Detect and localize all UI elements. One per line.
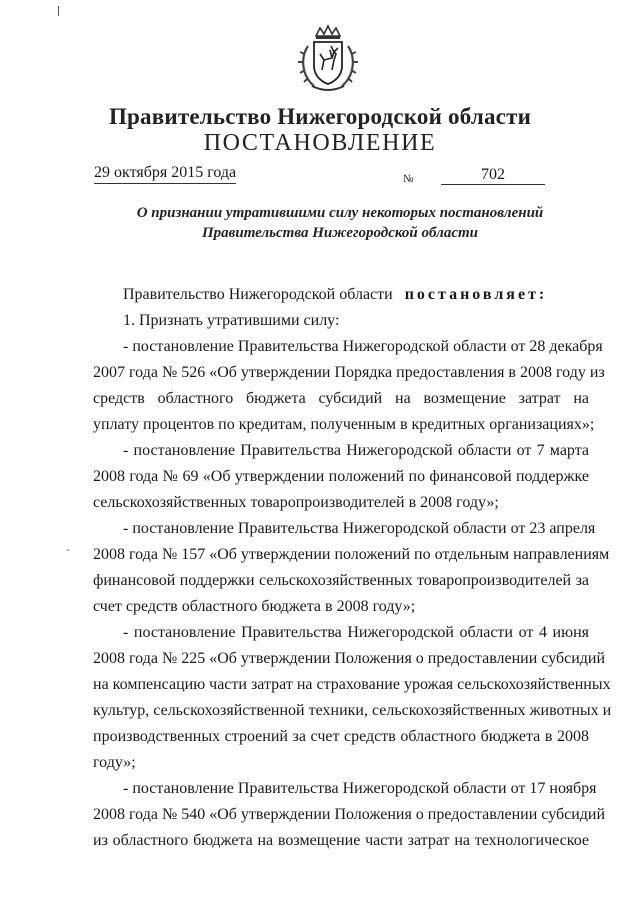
- intro-text: Правительство Нижегородской области: [123, 286, 393, 303]
- body-line: - постановление Правительства Нижегородской области от 4 июня: [123, 624, 589, 641]
- body-line: на компенсацию части затрат на страхование урожая сельскохозяйственных: [93, 676, 611, 693]
- body-line: 2008 года № 540 «Об утверждении Положения о предоставлении субсидий: [93, 806, 606, 823]
- body-line: - постановление Правительства Нижегородской области от 17 ноября: [123, 780, 597, 797]
- body-line: уплату процентов по кредитам, полученным в кредитных организациях»;: [93, 416, 595, 433]
- body-line: 2008 года № 69 «Об утверждении положений по финансовой поддержке: [93, 468, 589, 485]
- subject-line: О признании утратившими силу некоторых постановлений: [136, 205, 544, 221]
- document-type: ПОСТАНОВЛЕНИЕ: [203, 130, 437, 156]
- intro-line: [123, 282, 589, 308]
- body-line: сельскохозяйственных товаропроизводителей в 2008 году»;: [93, 494, 499, 511]
- document-date: 29 октября 2015 года: [94, 164, 236, 184]
- body-line: из областного бюджета на возмещение части затрат на технологическое: [93, 832, 589, 849]
- body-line: - постановление Правительства Нижегородской области от 7 марта: [123, 442, 589, 459]
- body-line: году»;: [93, 754, 136, 771]
- body-line: 2007 года № 526 «Об утверждении Порядка предоставления в 2008 году из: [93, 364, 605, 381]
- document-number: 702: [441, 166, 545, 185]
- margin-mark: ˆ: [66, 548, 70, 560]
- body-line: - постановление Правительства Нижегородской области от 28 декабря: [123, 338, 603, 355]
- body-line: культур, сельскохозяйственной техники, сельскохозяйственных животных и: [93, 702, 612, 719]
- body-line: 2008 года № 225 «Об утверждении Положения о предоставлении субсидий: [93, 650, 606, 667]
- item-heading: 1. Признать утратившими силу:: [123, 312, 340, 329]
- government-title: Правительство Нижегородской области: [108, 104, 532, 129]
- body-line: средств областного бюджета субсидий на возмещение затрат на: [93, 390, 589, 407]
- intro-resolves: постановляет:: [404, 286, 548, 303]
- body-line: счет средств областного бюджета в 2008 году»;: [93, 598, 416, 615]
- body-line: финансовой поддержки сельскохозяйственных товаропроизводителей за: [93, 572, 589, 589]
- body-line: производственных строений за счет средств областного бюджета в 2008: [93, 728, 589, 745]
- subject-line: Правительства Нижегородской области: [202, 225, 478, 241]
- body-line: 2008 года № 157 «Об утверждении положений по отдельным направлениям: [93, 546, 610, 563]
- number-label: №: [403, 173, 414, 185]
- body-line: - постановление Правительства Нижегородской области от 23 апреля: [123, 520, 596, 537]
